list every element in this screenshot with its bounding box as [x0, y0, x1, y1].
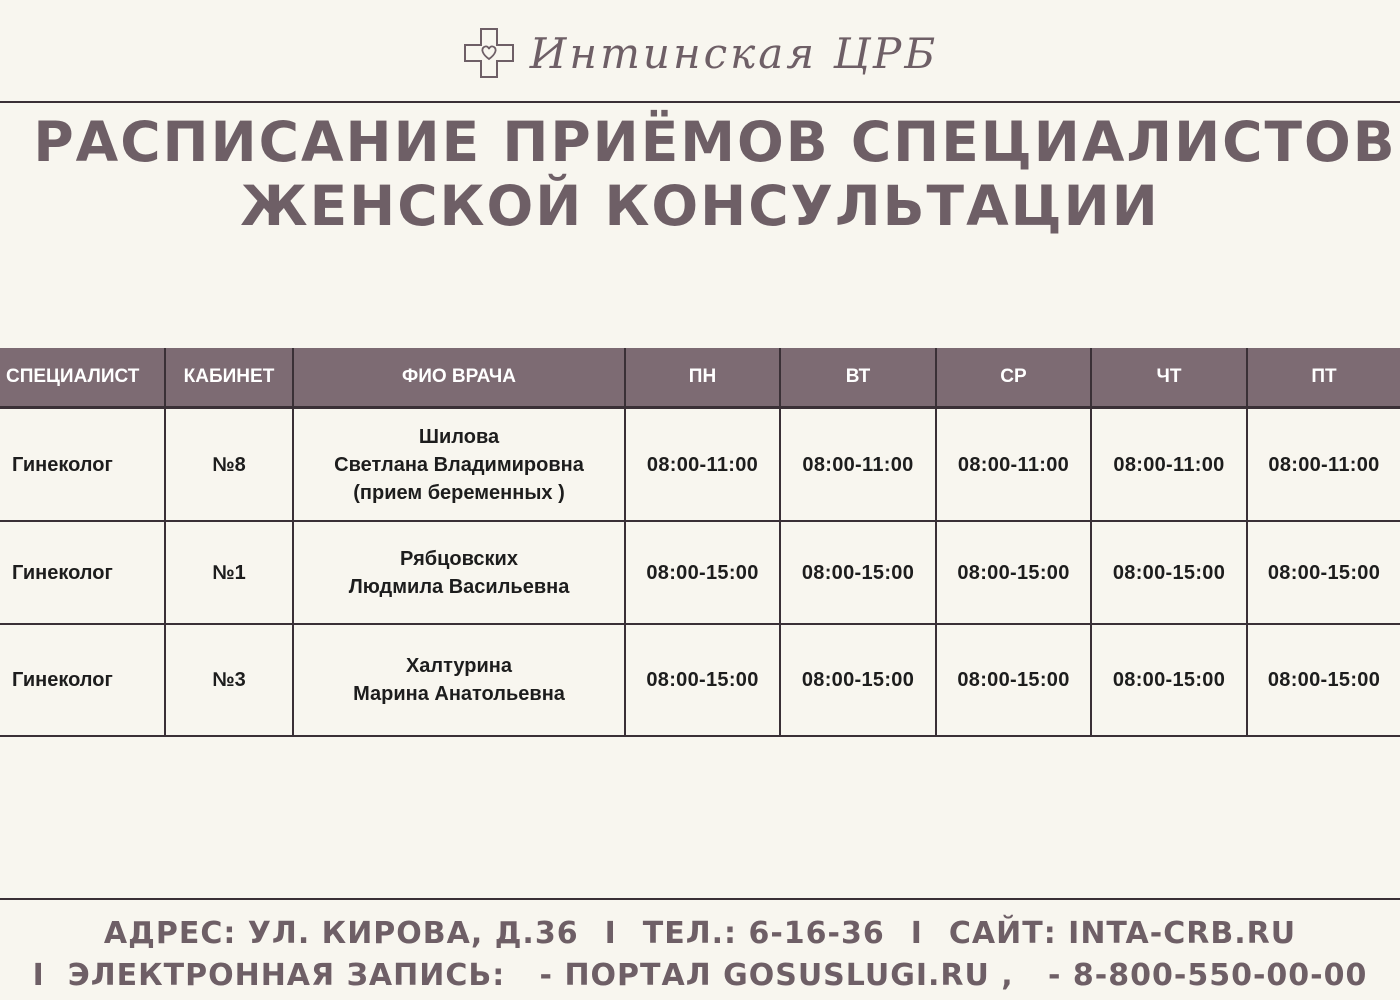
site-link[interactable]: САЙТ: INTA-CRB.RU	[948, 916, 1297, 951]
schedule-table	[0, 348, 1400, 737]
separator: I	[910, 916, 923, 951]
col-header-tue: ВТ	[780, 348, 936, 408]
col-header-wed: СР	[936, 348, 1091, 408]
cell-tue: 08:00-15:00	[780, 521, 936, 624]
cell-specialist: Гинеколог	[0, 408, 165, 522]
cell-thu: 08:00-11:00	[1091, 408, 1247, 522]
phone-text: ТЕЛ.: 6-16-36	[642, 916, 885, 951]
doctor-given-names: Марина Анатольевна	[353, 683, 565, 705]
title-line-1: РАСПИСАНИЕ ПРИЁМОВ СПЕЦИАЛИСТОВ	[33, 110, 1397, 174]
online-booking-label: ЭЛЕКТРОННАЯ ЗАПИСЬ:	[67, 958, 506, 993]
cell-mon: 08:00-11:00	[625, 408, 780, 522]
cell-doctor	[293, 521, 625, 624]
cell-fri: 08:00-11:00	[1247, 408, 1400, 522]
footer-line-1	[0, 916, 1400, 951]
col-header-fri: ПТ	[1247, 348, 1400, 408]
doctor-surname: Шилова	[418, 425, 500, 448]
cell-wed: 08:00-11:00	[936, 408, 1091, 522]
col-header-doctor: ФИО ВРАЧА	[293, 348, 625, 408]
table-row	[0, 521, 1400, 624]
title-line-2: ЖЕНСКОЙ КОНСУЛЬТАЦИИ	[240, 174, 1160, 238]
doctor-given-names: Светлана Владимировна	[334, 453, 584, 476]
table-row	[0, 408, 1400, 522]
cell-wed: 08:00-15:00	[936, 624, 1091, 736]
table-header-row	[0, 348, 1400, 408]
page-title	[0, 110, 1400, 238]
table-row	[0, 624, 1400, 736]
cell-cabinet: №1	[165, 521, 293, 624]
bottom-divider	[0, 898, 1400, 900]
doctor-surname: Рябцовских	[400, 547, 518, 570]
portal-link[interactable]: - ПОРТАЛ GOSUSLUGI.RU ,	[539, 958, 1014, 993]
col-header-specialist: СПЕЦИАЛИСТ	[0, 348, 165, 408]
col-header-thu: ЧТ	[1091, 348, 1247, 408]
address-text: АДРЕС: УЛ. КИРОВА, Д.36	[103, 916, 579, 951]
hotline-phone: - 8-800-550-00-00	[1048, 958, 1368, 993]
cell-mon: 08:00-15:00	[625, 624, 780, 736]
brand-header	[0, 18, 1400, 88]
doctor-given-names: Людмила Васильевна	[348, 575, 570, 598]
top-divider	[0, 101, 1400, 103]
cell-thu: 08:00-15:00	[1091, 624, 1247, 736]
cell-cabinet: №8	[165, 408, 293, 522]
col-header-mon: ПН	[625, 348, 780, 408]
separator: I	[604, 916, 617, 951]
cell-tue: 08:00-11:00	[780, 408, 936, 522]
cell-thu: 08:00-15:00	[1091, 521, 1247, 624]
cell-doctor	[293, 624, 625, 736]
cell-specialist: Гинеколог	[0, 521, 165, 624]
cell-cabinet: №3	[165, 624, 293, 736]
brand-name: Интинская ЦРБ	[529, 28, 939, 78]
separator: I	[32, 958, 45, 993]
col-header-cabinet: КАБИНЕТ	[165, 348, 293, 408]
doctor-note: (прием беременных )	[353, 481, 565, 504]
cell-wed: 08:00-15:00	[936, 521, 1091, 624]
cell-fri: 08:00-15:00	[1247, 624, 1400, 736]
cell-fri: 08:00-15:00	[1247, 521, 1400, 624]
cell-mon: 08:00-15:00	[625, 521, 780, 624]
footer-line-2	[0, 958, 1400, 993]
cell-tue: 08:00-15:00	[780, 624, 936, 736]
cell-specialist: Гинеколог	[0, 624, 165, 736]
cross-heart-icon	[462, 26, 516, 80]
doctor-surname: Халтурина	[405, 655, 513, 677]
cell-doctor	[293, 408, 625, 522]
